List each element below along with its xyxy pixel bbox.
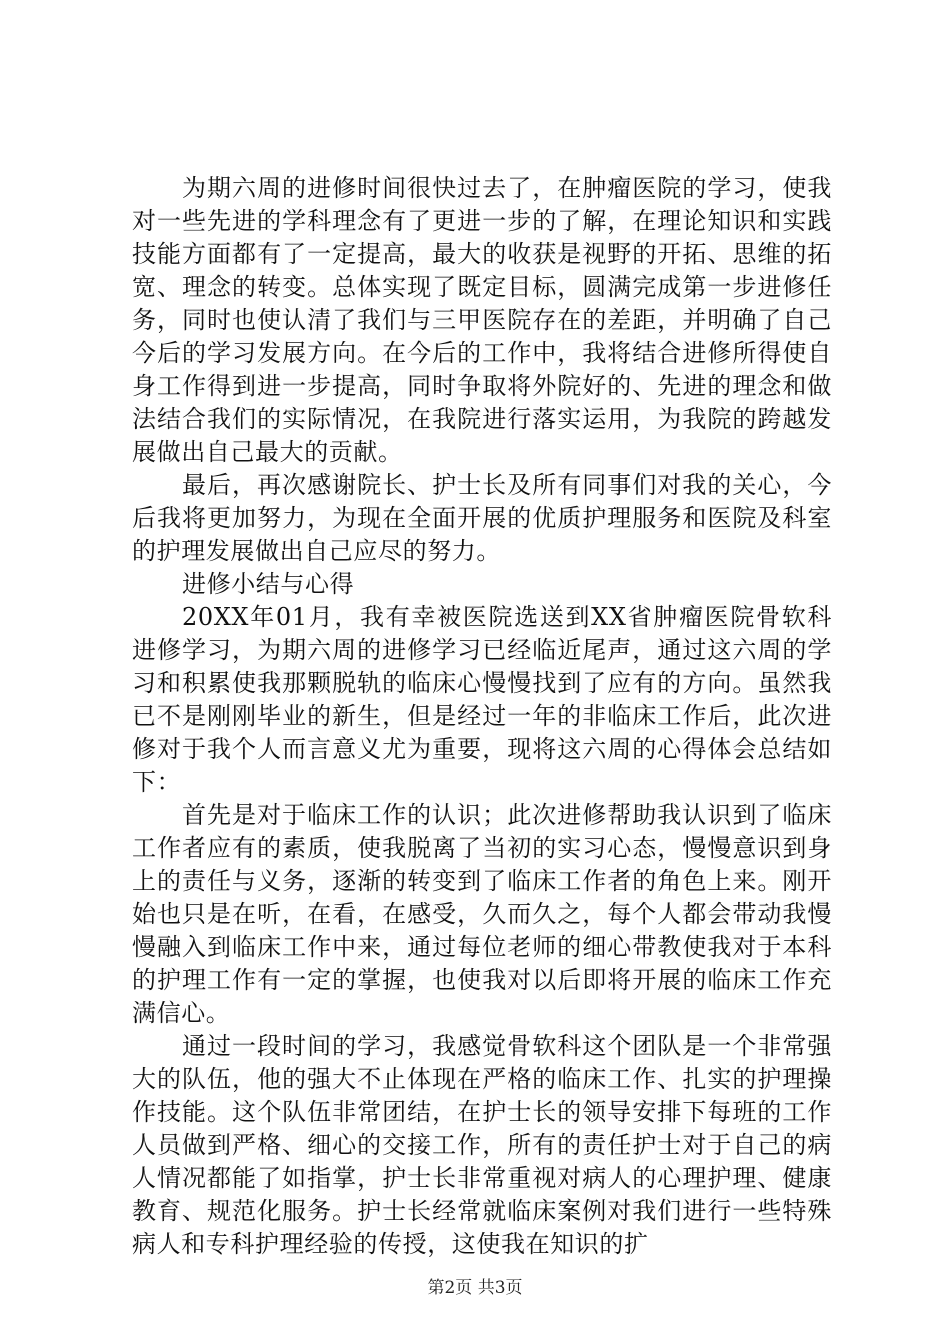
paragraph-team: 通过一段时间的学习，我感觉骨软科这个团队是一个非常强大的队伍，他的强大不止体现在严格的临床工作、扎实的护理操作技能。这个队伍非常团结，在护士长的领导安排下每班的工作人员做到严格、细心的交接工作，所有的责任护士对于自己的病人情况都能了如指掌，护士长非常重视对病人的心理护理、健康教育、规范化服务。护士长经常就临床案例对我们进行一些特殊病人和专科护理经验的传授，这使我在知识的扩 — [132, 1032, 832, 1258]
document-body — [132, 172, 832, 1261]
paragraph-summary-intro: 为期六周的进修时间很快过去了，在肿瘤医院的学习，使我对一些先进的学科理念有了更进一步的了解，在理论知识和实践技能方面都有了一定提高，最大的收获是视野的开拓、思维的拓宽、理念的转变。总体实现了既定目标，圆满完成第一步进修任务，同时也使认清了我们与三甲医院存在的差距，并明确了自己今后的学习发展方向。在今后的工作中，我将结合进修所得使自身工作得到进一步提高，同时争取将外院好的、先进的理念和做法结合我们的实际情况，在我院进行落实运用，为我院的跨越发展做出自己最大的贡献。 — [132, 174, 832, 466]
paragraph-background: 20XX年01月，我有幸被医院选送到XX省肿瘤医院骨软科进修学习，为期六周的进修学习已经临近尾声，通过这六周的学习和积累使我那颗脱轨的临床心慢慢找到了应有的方向。虽然我已不是刚刚毕业的新生，但是经过一年的非临床工作后，此次进修对于我个人而言意义尤为重要，现将这六周的心得体会总结如下： — [132, 603, 832, 796]
paragraph-thanks: 最后，再次感谢院长、护士长及所有同事们对我的关心，今后我将更加努力，为现在全面开展的优质护理服务和医院及科室的护理发展做出自己应尽的努力。 — [132, 471, 832, 565]
section-heading: 进修小结与心得 — [182, 570, 355, 598]
paragraph-clinical-understanding: 首先是对于临床工作的认识；此次进修帮助我认识到了临床工作者应有的素质，使我脱离了当初的实习心态，慢慢意识到身上的责任与义务，逐渐的转变到了临床工作者的角色上来。刚开始也只是在听，在看，在感受，久而久之，每个人都会带动我慢慢融入到临床工作中来，通过每位老师的细心带教使我对于本科的护理工作有一定的掌握，也使我对以后即将开展的临床工作充满信心。 — [132, 801, 832, 1027]
page-footer: 第2页 共3页 — [427, 1278, 523, 1298]
